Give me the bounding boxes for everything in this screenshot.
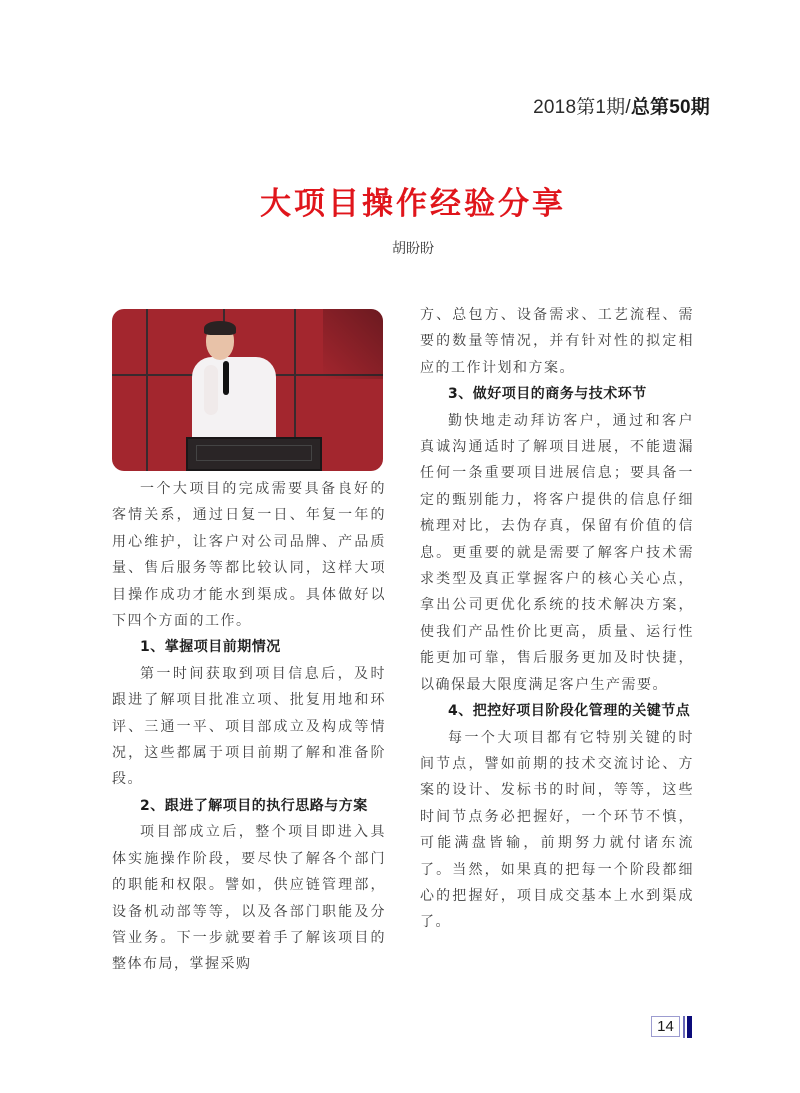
- issue-total: 总第50期: [630, 97, 710, 118]
- photo-shadow: [323, 309, 383, 379]
- left-column: [112, 476, 386, 978]
- section-1-body: 第一时间获取到项目信息后，及时跟进了解项目批准立项、批复用地和环评、三通一平、项目部成立及构成等情况，这些都属于项目前期了解和准备阶段。: [112, 665, 386, 788]
- section-4-heading: 4、把控好项目阶段化管理的关键节点: [448, 703, 691, 720]
- issue-number: [533, 92, 710, 119]
- speaker-arm: [204, 365, 218, 415]
- wall-panel-line: [146, 309, 148, 471]
- article-author: 胡盼盼: [392, 241, 434, 257]
- section-2-body: 项目部成立后，整个项目即进入具体实施操作阶段，要尽快了解各个部门的职能和权限。譬如，供应链管理部，设备机动部等等，以及各部门职能及分管业务。下一步就要着手了解该项目的整体布局，掌握采购: [112, 824, 386, 973]
- section-4-body: 每一个大项目都有它特别关键的时间节点，譬如前期的技术交流讨论、方案的设计、发标书的时间，等等，这些时间节点务必把握好，一个环节不慎，可能满盘皆输，前期努力就付诸东流了。当然，如果真的把每一个阶段都细心的把握好，项目成交基本上水到渠成了。: [420, 729, 694, 931]
- section-3-body: 勤快地走动拜访客户，通过和客户真诚沟通适时了解项目进展，不能遗漏任何一条重要项目进展信息；要具备一定的甄别能力，将客户提供的信息仔细梳理对比，去伪存真，保留有价值的信息。更重要的就是需要了解客户技术需求类型及真正掌握客户的核心关心点，拿出公司更优化系统的技术解决方案，使我们产品性价比更高，质量、运行性能更加可靠，售后服务更加及时快捷，以确保最大限度满足客户生产需要。: [420, 412, 694, 693]
- section-1-heading: 1、掌握项目前期情况: [140, 639, 281, 656]
- issue-prefix: 2018第1期/: [533, 97, 631, 118]
- page-marker-thin-bar: [683, 1016, 685, 1038]
- intro-paragraph: 一个大项目的完成需要具备良好的客情关系，通过日复一日、年复一年的用心维护，让客户对公司品牌、产品质量、售后服务等都比较认同，这样大项目操作成功才能水到渠成。具体做好以下四个方面的工作。: [112, 481, 386, 630]
- section-3-heading: 3、做好项目的商务与技术环节: [448, 386, 647, 403]
- speaker-photo: [112, 309, 383, 471]
- microphone-icon: [223, 361, 229, 395]
- podium-panel: [196, 445, 312, 461]
- page-marker-bar: [687, 1016, 692, 1038]
- right-column: [420, 302, 694, 936]
- section-2-body-continued: 方、总包方、设备需求、工艺流程、需要的数量等情况，并有针对性的拟定相应的工作计划和方案。: [420, 307, 694, 376]
- section-2-heading: 2、跟进了解项目的执行思路与方案: [140, 797, 368, 814]
- speaker-hair: [204, 321, 236, 335]
- page-number: 14: [651, 1016, 680, 1037]
- podium: [186, 437, 322, 471]
- article-title: 大项目操作经验分享: [260, 186, 566, 222]
